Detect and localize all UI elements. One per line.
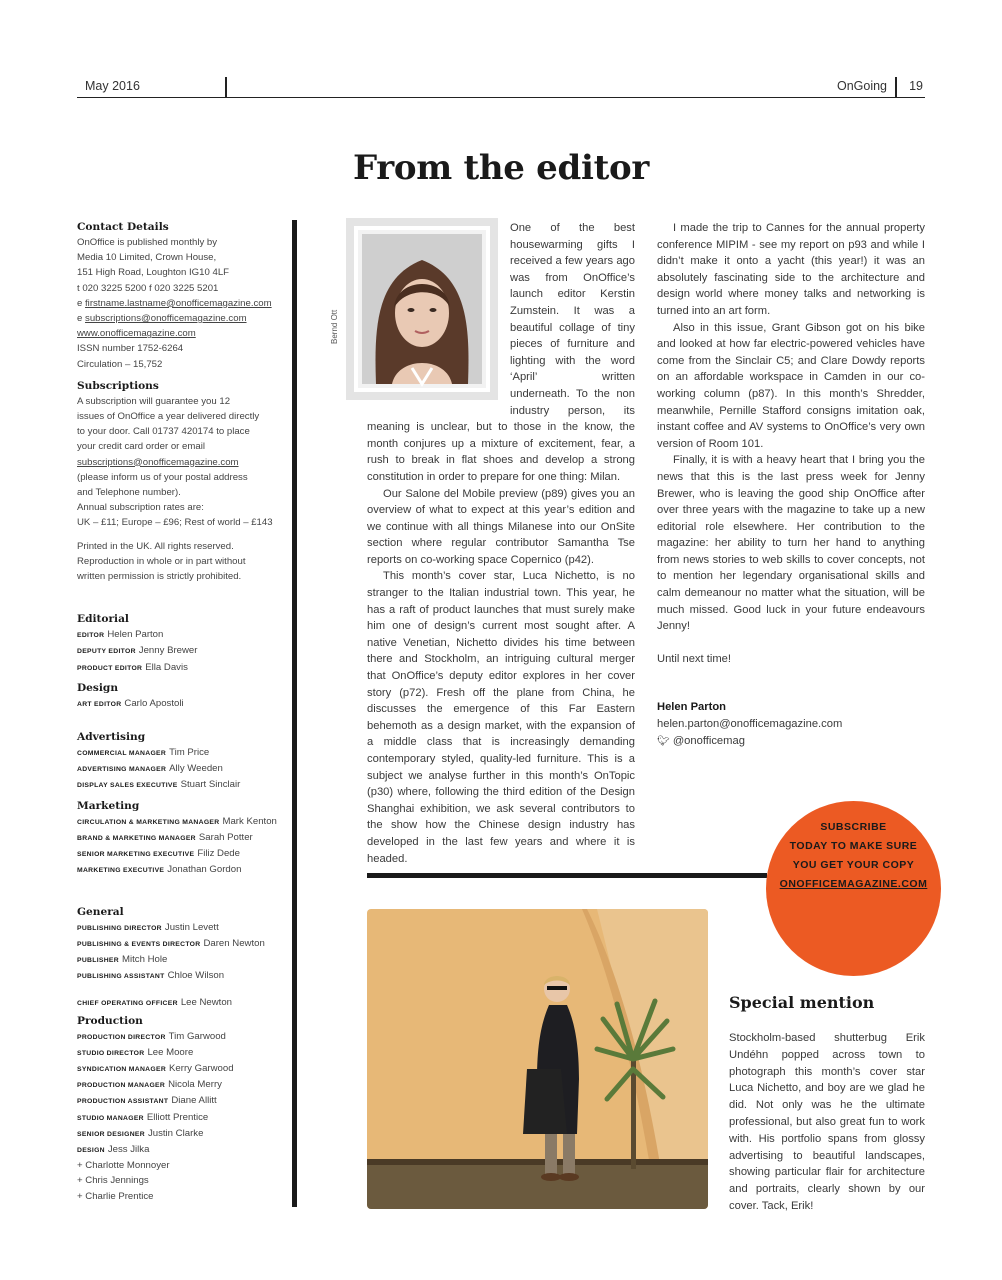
staff-entry: MARKETING EXECUTIVE Jonathan Gordon (77, 864, 242, 876)
staff-entry: DISPLAY SALES EXECUTIVE Stuart Sinclair (77, 779, 241, 791)
staff-entry: EDITOR Helen Parton (77, 629, 164, 641)
staff-entry: PUBLISHING & EVENTS DIRECTOR Daren Newton (77, 937, 265, 949)
signoff: Until next time! (657, 652, 731, 665)
author-name: Helen Parton (657, 701, 727, 714)
subscriptions-line: your credit card order or email (77, 441, 205, 453)
subscriptions-line: (please inform us of your postal address (77, 471, 248, 483)
staff-entry: PRODUCTION ASSISTANT Diane Allitt (77, 1095, 217, 1107)
subscriptions-email-link[interactable]: subscriptions@onofficemagazine.com (85, 313, 247, 325)
article-paragraph: Our Salone del Mobile preview (p89) gives you an overview of what to expect at this year’s edition and we continue with all things Milanese into our OnSite section where regular contributor Samantha Tse reports on co-working space Copernico (p42). (367, 487, 635, 566)
staff-entry: STUDIO DIRECTOR Lee Moore (77, 1046, 194, 1058)
subscriptions-line: Annual subscription rates are: (77, 502, 204, 514)
staff-entry: BRAND & MARKETING MANAGER Sarah Potter (77, 831, 253, 843)
staff-extra: + Charlotte Monnoyer (77, 1160, 170, 1172)
page-header (77, 77, 925, 98)
special-mention-text: Stockholm-based shutterbug Erik Undéhn popped across town to photograph this month’s cover star Luca Nichetto, and boy are we glad he did. Not only was he the ultimate professional, but also great fun to work with. His portfolio spans from glossy advertising to beautiful landscapes, showing particular flair for architecture and portraits, clearly shown by our cover. Tack, Erik! (729, 1032, 925, 1212)
contact-email-row: e subscriptions@onofficemagazine.com (77, 313, 247, 325)
staff-extra: + Chris Jennings (77, 1175, 149, 1187)
staff-entry: DESIGN Jess Jilka (77, 1143, 150, 1155)
staff-entry: SYNDICATION MANAGER Kerry Garwood (77, 1062, 234, 1074)
article-paragraph: This month’s cover star, Luca Nichetto, is no stranger to the Italian industrial town. This year, he has a raft of product launches that must surely make him one of design’s current most sought after. A native Venetian, Nichetto divides his time between there and Stockholm, an intriguing cultural merger that OnOffice’s deputy editor explores in her cover story (p72). Fresh off the plane from China, he discusses the emergence of this Far Eastern behemoth as a design market, with the expansion of a middle class that is increasingly demanding contemporary styled, quality-led furniture. This is a subject we analyse further in this month’s OnTopic (p30) where, following the third edition of the Design Shanghai exhibition, we ask several contributors to the show how the Chinese design industry has developed in the last few years and where it is headed. (367, 570, 635, 865)
staff-entry: PUBLISHER Mitch Hole (77, 953, 168, 965)
production-heading: Production (77, 1014, 143, 1027)
author-email-link[interactable]: helen.parton@onofficemagazine.com (657, 718, 843, 731)
contact-line: Media 10 Limited, Crown House, (77, 252, 217, 264)
subscriptions-heading: Subscriptions (77, 379, 159, 392)
section-divider (367, 873, 767, 878)
article-paragraph: I made the trip to Cannes for the annual property conference MIPIM - see my report on p93 and while I didn’t make it onto a yacht (this year!) it was an absolutely fascinating side to the architecture and design world where money talks and networking is turned into an art form. (657, 222, 925, 317)
staff-entry: STUDIO MANAGER Elliott Prentice (77, 1111, 209, 1123)
twitter-icon: 🐦︎ (657, 735, 670, 747)
subscribe-badge[interactable] (766, 801, 941, 976)
section-name: OnGoing (836, 79, 887, 93)
subscribe-line: SUBSCRIBE (820, 821, 887, 833)
rights-line: Printed in the UK. All rights reserved. (77, 540, 234, 552)
staff-entry: PRODUCTION MANAGER Nicola Merry (77, 1079, 222, 1091)
portrait-spacer (367, 220, 510, 407)
website-link[interactable]: www.onofficemagazine.com (77, 328, 196, 340)
subscribe-line: TODAY TO MAKE SURE (789, 840, 918, 852)
article-column-1 (367, 220, 635, 867)
subscriptions-line: to your door. Call 01737 420174 to place (77, 426, 250, 438)
twitter-handle-link[interactable]: @onofficemag (672, 734, 745, 747)
staff-entry: ADVERTISING MANAGER Ally Weeden (77, 763, 223, 775)
staff-entry: CIRCULATION & MARKETING MANAGER Mark Kenton (77, 815, 277, 827)
staff-entry: PUBLISHING ASSISTANT Chloe Wilson (77, 970, 225, 982)
page-title: From the editor (353, 148, 649, 188)
subscriptions-line: and Telephone number). (77, 487, 181, 499)
subscriptions-line: A subscription will guarantee you 12 (77, 395, 231, 407)
rights-line: written permission is strictly prohibited. (77, 571, 242, 583)
staff-entry: PUBLISHING DIRECTOR Justin Levett (77, 921, 219, 933)
header-divider (895, 77, 897, 97)
twitter-row (657, 733, 925, 751)
article-paragraph: Also in this issue, Grant Gibson got on his bike and looked at how far electric-powered vehicles have come from the Sinclair C5; and Clare Dowdy reports on an affordable workspace in Camden in our co-working column (p87). In this month’s Shredder, meanwhile, Pernille Stafford consigns imitation oak, instant coffee and AV systems to OnOffice’s very own version of Room 101. (657, 321, 925, 450)
staff-entry: PRODUCT EDITOR Ella Davis (77, 661, 188, 673)
masthead-sidebar (77, 220, 277, 1204)
staff-entry: CHIEF OPERATING OFFICER Lee Newton (77, 997, 233, 1009)
special-mention-title: Special mention (729, 993, 875, 1012)
page-number: 19 (909, 79, 923, 93)
staff-entry: PRODUCTION DIRECTOR Tim Garwood (77, 1030, 226, 1042)
contact-line: t 020 3225 5200 f 020 3225 5201 (77, 282, 219, 294)
circulation-count: Circulation – 15,752 (77, 358, 163, 370)
subscribe-link[interactable]: ONOFFICEMAGAZINE.COM (779, 878, 928, 890)
general-heading: General (77, 905, 124, 918)
staff-entry: SENIOR MARKETING EXECUTIVE Filiz Dede (77, 848, 240, 860)
staff-extra: + Charlie Prentice (77, 1190, 154, 1202)
issn-number: ISSN number 1752-6264 (77, 343, 184, 355)
contact-email-row: e firstname.lastname@onofficemagazine.com (77, 297, 272, 309)
contact-heading: Contact Details (77, 221, 169, 233)
staff-entry: DEPUTY EDITOR Jenny Brewer (77, 645, 198, 657)
subscriptions-line: issues of OnOffice a year delivered directly (77, 411, 260, 423)
cover-star-photo (367, 909, 708, 1209)
contact-email-link[interactable]: firstname.lastname@onofficemagazine.com (85, 297, 272, 309)
rights-line: Reproduction in whole or in part without (77, 555, 246, 567)
contact-line: 151 High Road, Loughton IG10 4LF (77, 267, 230, 279)
photo-credit: Bernd Ott (330, 309, 339, 344)
contact-line: OnOffice is published monthly by (77, 237, 218, 248)
article-paragraph: Finally, it is with a heavy heart that I bring you the news that this is the last press week for Jenny Brewer, who is leaving the good ship OnOffice after over three years with the magazine to take up a new editorial role elsewhere. Her contribution to the magazine: her ability to turn her hand to anything from news stories to web skills to cover concepts, not to mention her legendary organisational skills and calm demeanour no matter what the situation, will be much missed. Good luck in your future endeavours Jenny! (657, 454, 925, 633)
issue-date: May 2016 (85, 79, 140, 93)
subscription-rates: UK – £11; Europe – £96; Rest of world – £143 (77, 517, 273, 529)
staff-entry: SENIOR DESIGNER Justin Clarke (77, 1127, 204, 1139)
subscriptions-email-link[interactable]: subscriptions@onofficemagazine.com (77, 456, 239, 468)
article-column-2 (657, 220, 925, 750)
staff-entry: COMMERCIAL MANAGER Tim Price (77, 747, 210, 759)
advertising-heading: Advertising (77, 731, 146, 744)
staff-entry: ART EDITOR Carlo Apostoli (77, 697, 184, 709)
marketing-heading: Marketing (77, 799, 140, 812)
design-heading: Design (77, 681, 119, 694)
article-paragraph: One of the best housewarming gifts I received a few years ago was from OnOffice’s launch editor Kerstin Zumstein. It was a beautiful collage of tiny pieces of furniture and lighting with the word ‘April’ written underneath. To the non industry person, its meaning is unclear, but to those in the know, the month conjures up a mixture of excitement, fear, a rush to break in flat shoes and develop a strong constitution in order to prepare for one thing: Milan. (367, 222, 635, 483)
subscribe-line: YOU GET YOUR COPY (792, 859, 915, 871)
editorial-heading: Editorial (77, 613, 129, 626)
column-divider (292, 220, 297, 1207)
header-divider (225, 77, 227, 97)
